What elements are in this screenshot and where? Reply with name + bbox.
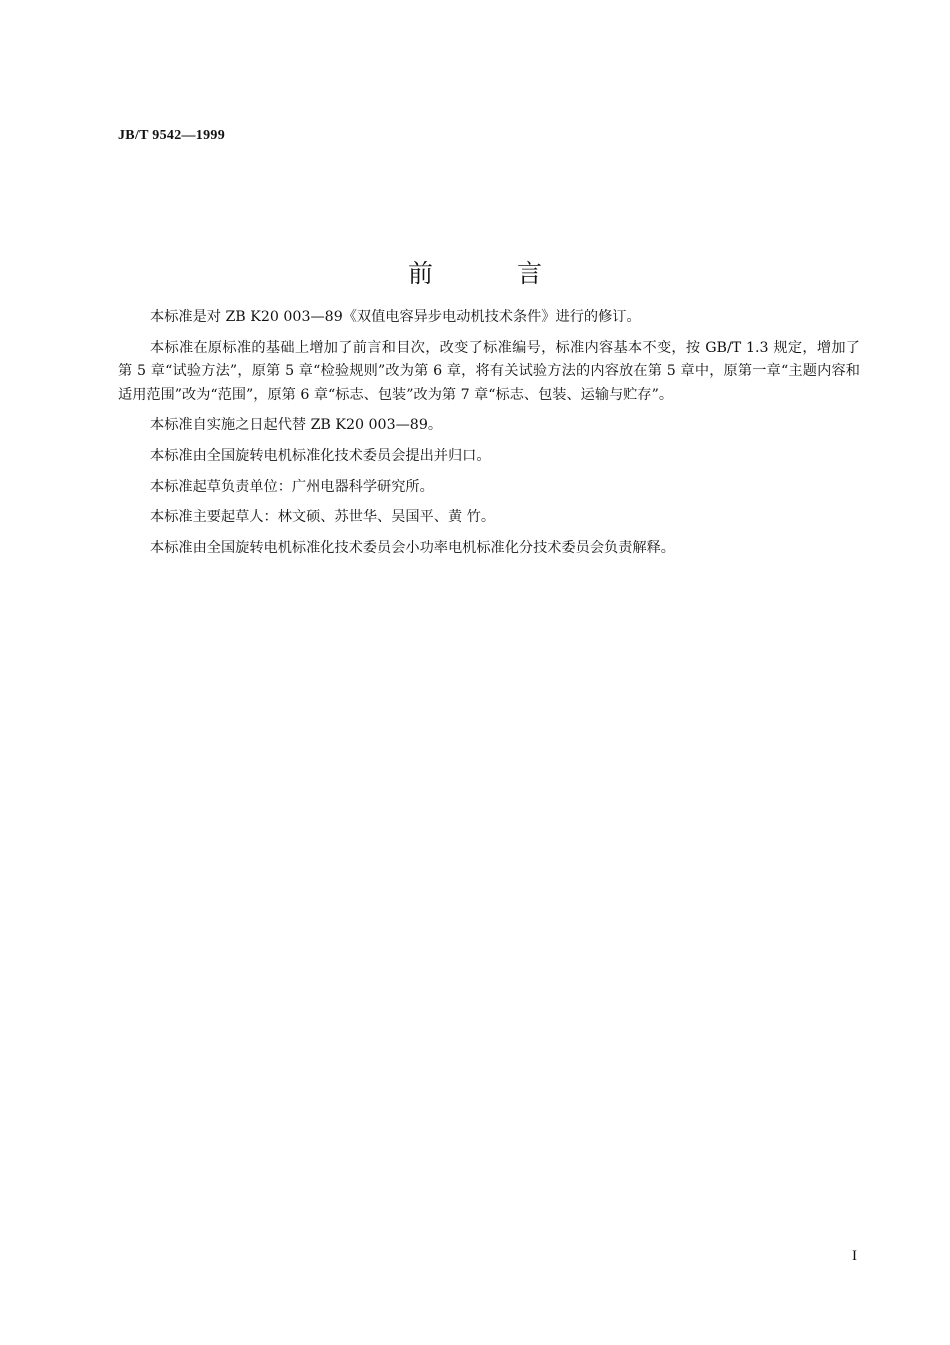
standard-code: JB/T 9542—1999	[118, 128, 226, 143]
paragraph-drafting-unit: 本标准起草负责单位：广州电器科学研究所。	[150, 478, 434, 495]
page-number: I	[852, 1248, 857, 1264]
paragraph-interpretation: 本标准由全国旋转电机标准化技术委员会小功率电机标准化分技术委员会负责解释。	[150, 539, 675, 556]
paragraph-revision-note: 本标准是对 ZB K20 003—89《双值电容异步电动机技术条件》进行的修订。	[150, 309, 641, 325]
foreword-body	[118, 306, 860, 567]
page-title: 前 言	[408, 259, 580, 288]
paragraph-changes: 本标准在原标准的基础上增加了前言和目次，改变了标准编号，标准内容基本不变，按 GB/T 1.3 规定，增加了第 5 章“试验方法”，原第 5 章“检验规则”改为第 6 章，将有关试验方法的内容放在第 5 章中，原第一章“主题内容和适用范围”改为“范围”，原第 6 章“标志、包装”改为第 7 章“标志、包装、运输与贮存”。	[118, 339, 860, 403]
paragraph-replacement: 本标准自实施之日起代替 ZB K20 003—89。	[150, 417, 443, 434]
paragraph-proposer: 本标准由全国旋转电机标准化技术委员会提出并归口。	[150, 447, 491, 464]
paragraph-drafters: 本标准主要起草人：林文硕、苏世华、吴国平、黄 竹。	[150, 509, 496, 526]
